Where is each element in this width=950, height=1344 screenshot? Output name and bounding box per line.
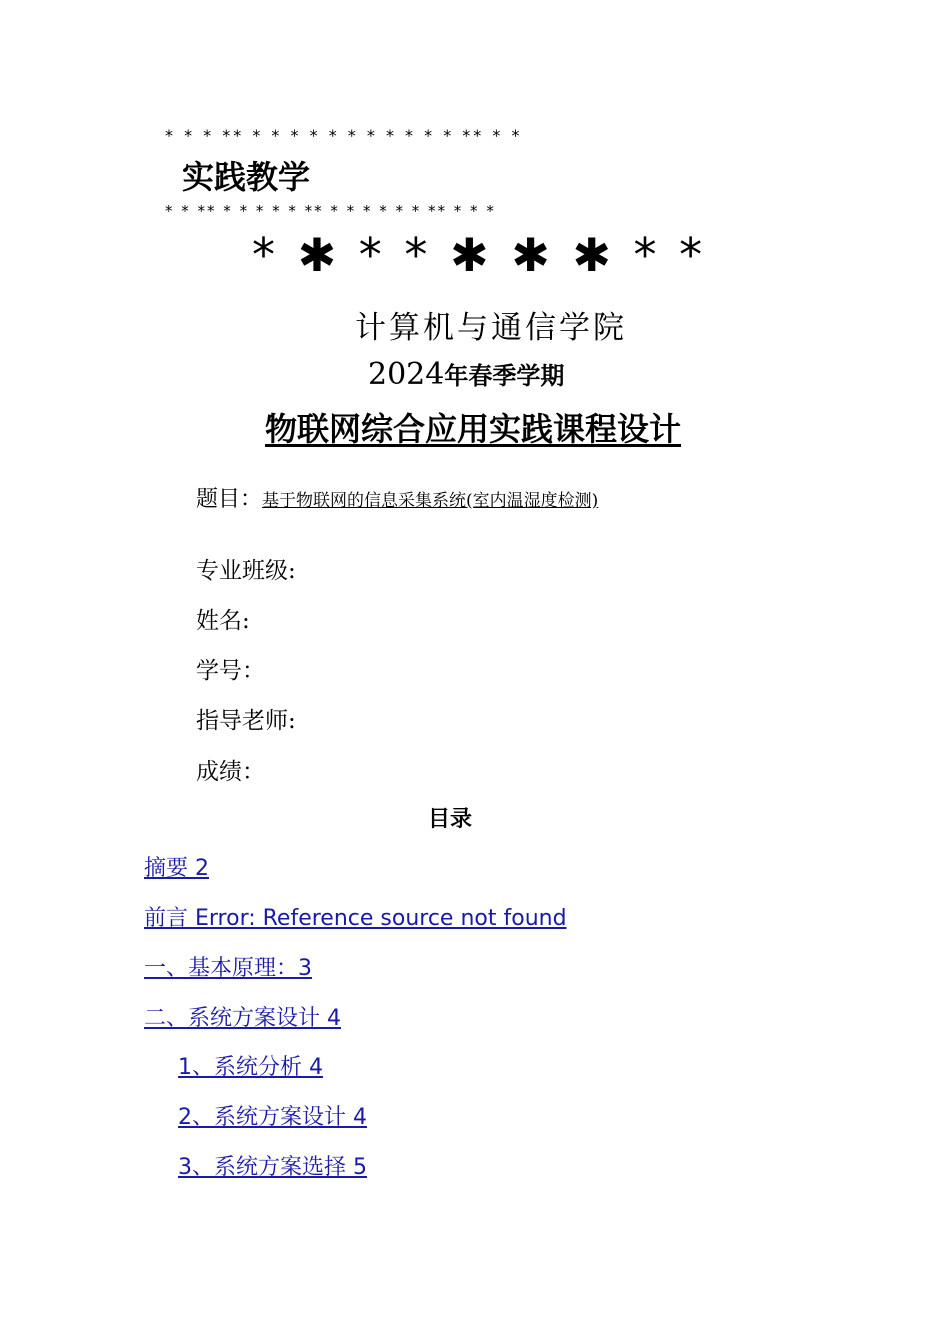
star-banner: * ✱ * * ✱ ✱ ✱ * *: [252, 228, 707, 282]
star-divider-top: * * * ** * * * * * * * * * * * ** * *: [165, 126, 523, 145]
major-class-label: 专业班级:: [196, 558, 296, 584]
advisor-label: 指导老师:: [196, 708, 296, 734]
practice-teaching-label: 实践教学: [182, 158, 311, 196]
toc-entry-scheme-selection[interactable]: 3、系统方案选择 5: [178, 1155, 367, 1180]
toc-entry-principles[interactable]: 一、基本原理：3: [144, 956, 312, 981]
topic-label: 题目：: [196, 487, 263, 512]
grade-label: 成绩：: [196, 759, 265, 785]
course-title: 物联网综合应用实践课程设计: [265, 410, 682, 448]
toc-entry-preface[interactable]: 前言 Error: Reference source not found: [144, 906, 567, 931]
semester-year: 2024: [368, 357, 445, 392]
topic-row: [196, 482, 598, 513]
toc-title: 目录: [428, 807, 473, 832]
toc-entry-system-analysis[interactable]: 1、系统分析 4: [178, 1055, 323, 1080]
semester-text: 年春季学期: [444, 362, 565, 390]
toc-entry-system-design[interactable]: 二、系统方案设计 4: [144, 1006, 341, 1031]
semester: [368, 356, 564, 392]
student-id-label: 学号：: [196, 658, 265, 684]
topic-value: 基于物联网的信息采集系统(室内温湿度检测): [262, 491, 599, 511]
toc-entry-abstract[interactable]: 摘要 2: [144, 856, 209, 881]
toc-entry-scheme-design[interactable]: 2、系统方案设计 4: [178, 1105, 367, 1130]
star-divider-bottom: * * ** * * * * * ** * * * * * * ** * * *: [165, 202, 496, 220]
name-label: 姓名:: [196, 608, 250, 634]
school-name: 计算机与通信学院: [355, 310, 627, 346]
